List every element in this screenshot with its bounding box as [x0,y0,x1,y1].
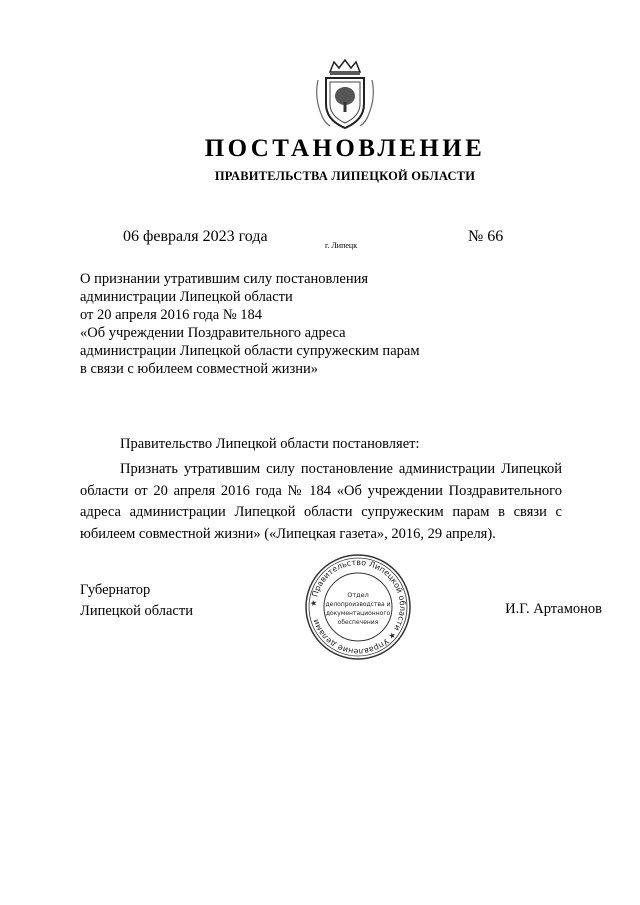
signer-title-line: Губернатор [80,582,151,598]
seal-inner-text: делопроизводства и [325,601,391,608]
issuer-name: ПРАВИТЕЛЬСТВА ЛИПЕЦКОЙ ОБЛАСТИ [214,169,476,183]
signer-title [80,580,193,622]
seal-inner-text: Отдел [347,591,369,599]
document-subject [80,270,500,378]
subject-line: от 20 апреля 2016 года № 184 [80,307,263,323]
signer-title-line: Липецкой области [80,603,193,619]
resolution-intro: Правительство Липецкой области постановляет: [120,436,420,452]
document-number: № 66 [468,228,504,245]
seal-inner-text: обеспечения [337,619,379,626]
document-type-title: ПОСТАНОВЛЕНИЕ [204,135,486,162]
subject-line: О признании утратившим силу постановления [80,271,369,287]
document-date: 06 февраля 2023 года [123,228,268,245]
official-seal-icon [304,553,412,661]
subject-line: администрации Липецкой области супружеским парам [80,343,420,359]
seal-inner-text: документационного [325,610,391,617]
coat-of-arms-icon [312,58,378,132]
subject-line: в связи с юбилеем совместной жизни» [80,361,318,377]
signer-name: И.Г. Артамонов [505,601,602,617]
subject-line: «Об учреждении Поздравительного адреса [80,325,346,341]
subject-line: администрации Липецкой области [80,289,293,305]
document-place: г. Липецк [325,241,358,250]
seal-outer-text: ★ Правительство Липецкой области ★ Управление делами [308,557,408,657]
resolution-paragraph: Признать утратившим силу постановление администрации Липецкой области от 20 апреля 2016 года № 184 «Об учреждении Поздравительного адреса администрации Липецкой области супружеским парам в связи с юбилеем совместной жизни» («Липецкая газета», 2016, 29 апреля). [80,461,562,542]
